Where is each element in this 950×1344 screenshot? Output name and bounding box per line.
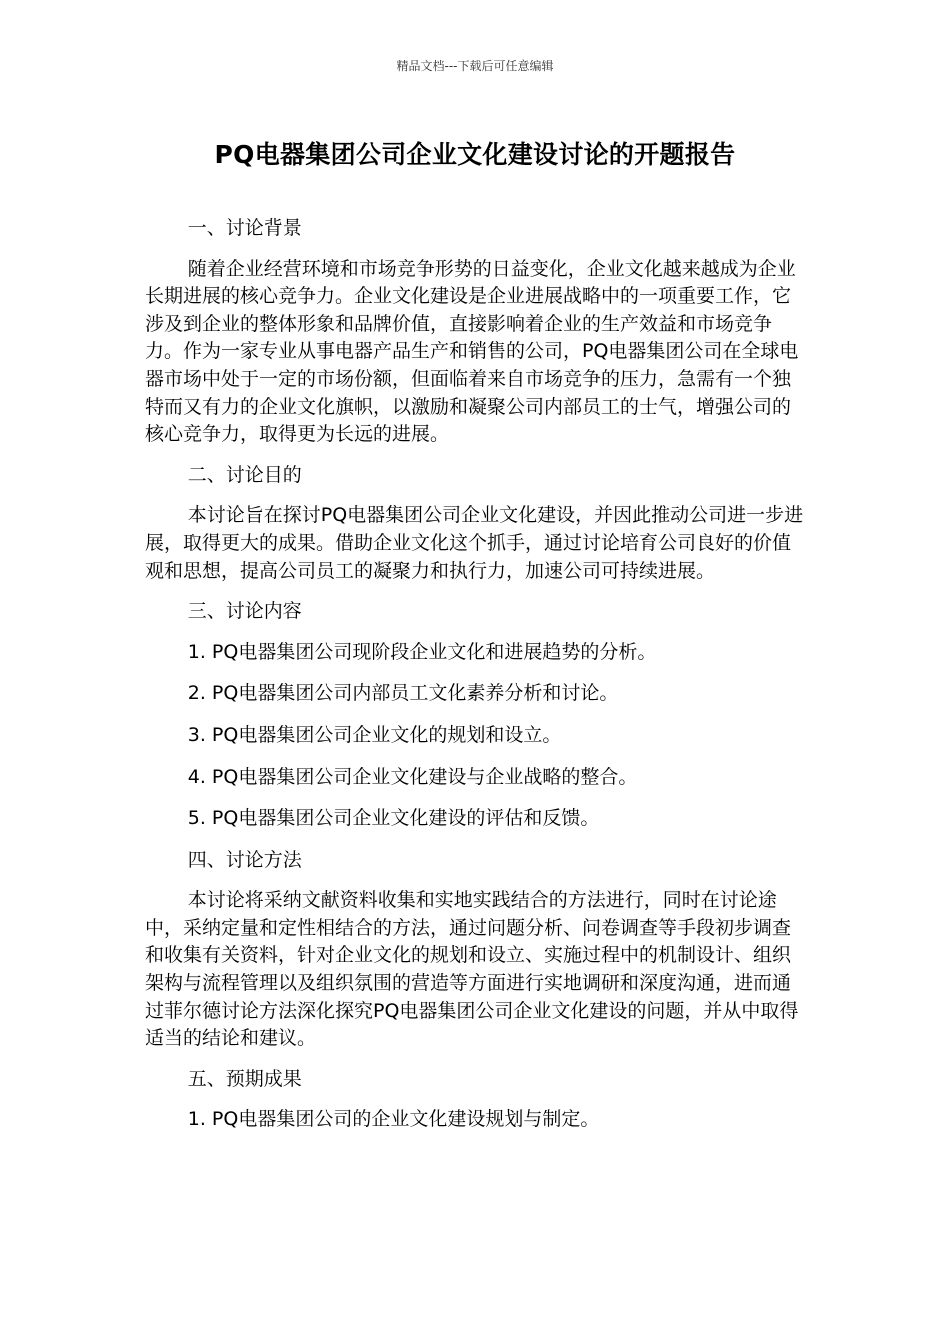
- document-title: PQ电器集团公司企业文化建设讨论的开题报告: [214, 140, 736, 169]
- page-header-watermark: 精品文档---下载后可任意编辑: [396, 59, 554, 73]
- list-item: 3. PQ电器集团公司企业文化的规划和设立。: [187, 723, 562, 746]
- section-heading-outcomes: 五、预期成果: [187, 1067, 302, 1090]
- list-item: 1. PQ电器集团公司的企业文化建设规划与制定。: [187, 1108, 600, 1131]
- paragraph-background: 随着企业经营环境和市场竞争形势的日益变化，企业文化越来越成为企业长期进展的核心竞争力。企业文化建设是企业进展战略中的一项重要工作，它涉及到企业的整体形象和品牌价值，直接影响着企业的生产效益和市场竞争力。作为一家专业从事电器产品生产和销售的公司，PQ电器集团公司在全球电器市场中处于一定的市场份额，但面临着来自市场竞争的压力，急需有一个独特而又有力的企业文化旗帜，以激励和凝聚公司内部员工的士气，增强公司的核心竞争力，取得更为长远的进展。: [145, 257, 799, 446]
- section-heading-purpose: 二、讨论目的: [187, 463, 302, 486]
- list-item: 5. PQ电器集团公司企业文化建设的评估和反馈。: [187, 807, 600, 830]
- section-heading-background: 一、讨论背景: [187, 217, 302, 239]
- paragraph-method: 本讨论将采纳文献资料收集和实地实践结合的方法进行，同时在讨论途中，采纳定量和定性相结合的方法，通过问题分析、问卷调查等手段初步调查和收集有关资料，针对企业文化的规划和设立、实施过程中的机制设计、组织架构与流程管理以及组织氛围的营造等方面进行实地调研和深度沟通，进而通过菲尔德讨论方法深化探究PQ电器集团公司企业文化建设的问题，并从中取得适当的结论和建议。: [145, 889, 799, 1050]
- list-item: 1. PQ电器集团公司现阶段企业文化和进展趋势的分析。: [187, 640, 657, 663]
- paragraph-purpose: 本讨论旨在探讨PQ电器集团公司企业文化建设，并因此推动公司进一步进展，取得更大的成果。借助企业文化这个抓手，通过讨论培育公司良好的价值观和思想，提高公司员工的凝聚力和执行力，加速公司可持续进展。: [145, 504, 804, 582]
- section-heading-method: 四、讨论方法: [187, 848, 302, 871]
- document-body: [145, 215, 807, 1148]
- section-heading-content: 三、讨论内容: [187, 600, 302, 623]
- list-item: 4. PQ电器集团公司企业文化建设与企业战略的整合。: [187, 765, 638, 788]
- list-item: 2. PQ电器集团公司内部员工文化素养分析和讨论。: [187, 682, 619, 705]
